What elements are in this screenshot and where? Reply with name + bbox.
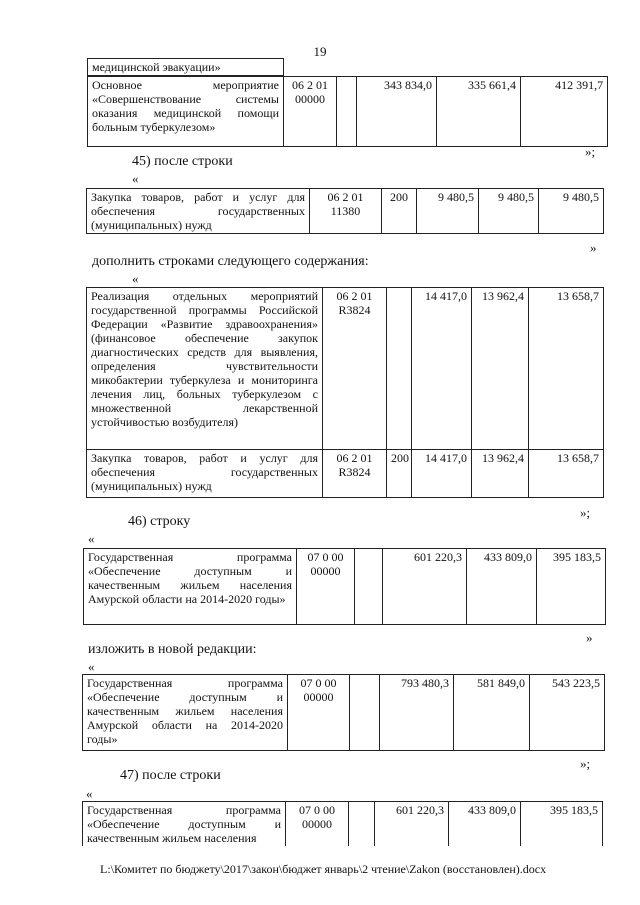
row-value-2: 433 809,0: [467, 549, 537, 625]
footer-file-path: L:\Комитет по бюджету\2017\закон\бюджет январь\2 чтение\Zakon (восстановлен).docx: [100, 862, 547, 876]
table-row: [88, 76, 608, 146]
row-expense-type: [387, 288, 412, 450]
budget-table-1: [87, 58, 608, 147]
row-value-2: 13 962,4: [472, 450, 529, 498]
row-value-3: 13 658,7: [529, 288, 604, 450]
table-row: [83, 802, 603, 847]
budget-table-2: [86, 188, 604, 234]
row-value-2: 433 809,0: [449, 802, 521, 847]
row-value-3: 412 391,7: [521, 76, 608, 146]
opening-quote: «: [88, 659, 95, 674]
table-row: [88, 59, 608, 77]
closing-quote: »;: [580, 756, 591, 771]
row-expense-type: [355, 549, 383, 625]
row-value-2: 13 962,4: [472, 288, 529, 450]
row-expense-type: [337, 76, 357, 146]
opening-quote: «: [132, 271, 139, 286]
opening-quote: «: [86, 786, 93, 801]
row-description: Реализация отдельных мероприятий государственной программы Российской Федерации «Развитие здравоохранения» (финансовое обеспечение закупок диагностических средств для выявления, определения чувствительности микобактерии туберкулеза и мониторинга лечения лиц, больных туберкулезом с множественной лекарственной устойчивостью возбудителя): [87, 288, 323, 450]
row-value-1: 601 220,3: [383, 549, 467, 625]
budget-table-5: [82, 674, 605, 751]
row-expense-type: 200: [387, 450, 412, 498]
row-code: 07 0 00 00000: [286, 802, 349, 847]
row-expense-type: 200: [382, 189, 417, 234]
table-row: [83, 675, 605, 751]
row-code: 07 0 00 00000: [297, 549, 355, 625]
row-description: Основное мероприятие «Совершенствование системы оказания медицинской помощи больным туберкулезом»: [88, 76, 284, 146]
row-description: Закупка товаров, работ и услуг для обеспечения государственных (муниципальных) нужд: [87, 189, 310, 234]
row-value-1: 14 417,0: [412, 450, 472, 498]
row-value-3: 543 223,5: [530, 675, 605, 751]
opening-quote: «: [88, 531, 95, 546]
row-code: 06 2 01 00000: [284, 76, 337, 146]
row-code: 06 2 01 R3824: [323, 288, 387, 450]
row-value-1: 343 834,0: [357, 76, 437, 146]
row-description: Закупка товаров, работ и услуг для обеспечения государственных (муниципальных) нужд: [87, 450, 323, 498]
row-value-3: 13 658,7: [529, 450, 604, 498]
row-value-1: 601 220,3: [375, 802, 449, 847]
table-row: [87, 288, 604, 450]
paragraph-new-edition: изложить в новой редакции:: [88, 642, 257, 657]
row-value-3: 9 480,5: [539, 189, 604, 234]
row-value-2: 9 480,5: [479, 189, 539, 234]
table-row: [87, 450, 604, 498]
row-code: 06 2 01 R3824: [323, 450, 387, 498]
page-number: 19: [313, 44, 327, 59]
row-value-3: 395 183,5: [537, 549, 606, 625]
budget-table-6: [82, 801, 603, 846]
budget-table-4: [83, 548, 606, 625]
table-row: [84, 549, 606, 625]
row-value-2: 581 849,0: [454, 675, 530, 751]
row-expense-type: [350, 675, 380, 751]
paragraph-46: 46) строку: [128, 514, 191, 529]
row-expense-type: [349, 802, 375, 847]
row-value-1: 9 480,5: [417, 189, 479, 234]
opening-quote: «: [132, 171, 139, 186]
row-value-3: 395 183,5: [521, 802, 603, 847]
closing-quote: »;: [580, 505, 591, 520]
budget-table-3: [86, 287, 604, 498]
table-row: [87, 189, 604, 234]
row-value-1: 14 417,0: [412, 288, 472, 450]
paragraph-47: 47) после строки: [120, 768, 221, 783]
row-value-2: 335 661,4: [437, 76, 521, 146]
row-code: 06 2 01 11380: [310, 189, 382, 234]
row-code: 07 0 00 00000: [288, 675, 350, 751]
paragraph-45: 45) после строки: [132, 154, 233, 169]
row-description: Государственная программа «Обеспечение доступным и качественным жильем населения: [83, 802, 286, 847]
row-description: Государственная программа «Обеспечение доступным и качественным жильем населения Амурской области на 2014-2020 годы»: [84, 549, 297, 625]
row-description: медицинской эвакуации»: [88, 59, 284, 77]
closing-quote: »: [590, 240, 597, 255]
closing-quote: »;: [585, 144, 596, 159]
paragraph-add-rows: дополнить строками следующего содержания:: [92, 254, 369, 269]
row-value-1: 793 480,3: [380, 675, 454, 751]
closing-quote: »: [586, 630, 593, 645]
row-description: Государственная программа «Обеспечение доступным и качественным жильем населения Амурской области на 2014-2020 годы»: [83, 675, 288, 751]
